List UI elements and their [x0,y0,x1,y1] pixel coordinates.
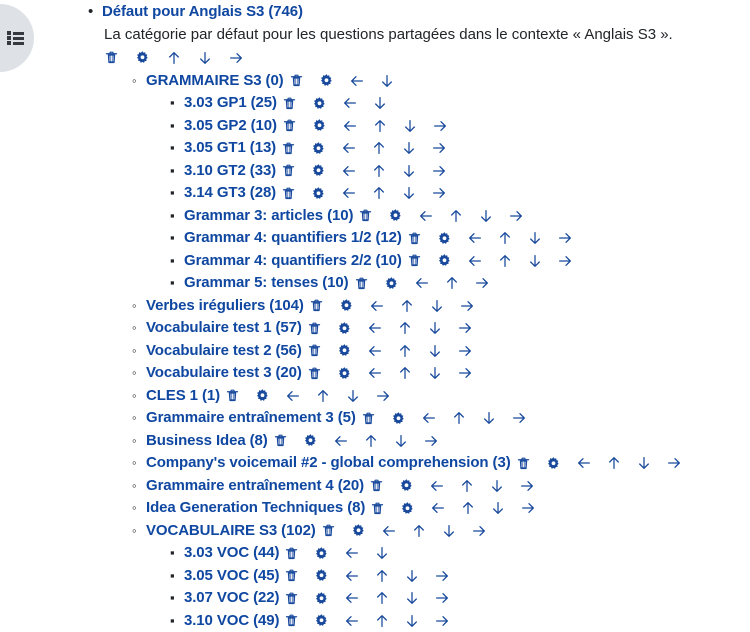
delete-category-button[interactable] [281,141,311,156]
move-category-down-button[interactable] [481,410,511,426]
list-bullet [132,520,146,543]
list-bullet [132,497,146,520]
list-bullet [170,115,184,138]
category-row [0,542,750,565]
move-category-up-button[interactable] [459,478,489,494]
move-category-up-button[interactable] [397,343,427,359]
delete-category-button[interactable] [407,253,437,268]
category-name-link[interactable]: 3.07 VOC (22) [184,589,279,606]
move-category-down-button[interactable] [404,590,434,606]
category-name-link[interactable]: Grammaire entraînement 3 (5) [146,409,356,426]
category-subtree [0,70,750,632]
category-name-link[interactable]: 3.10 GT2 (33) [184,162,276,179]
category-row [0,137,750,160]
category-row [0,295,750,318]
move-category-down-button[interactable] [478,208,508,224]
category-name-link[interactable]: 3.05 GP2 (10) [184,117,277,134]
category-row [0,475,750,498]
delete-category-button[interactable] [307,366,337,381]
category-name-link[interactable]: Company's voicemail #2 - global comprehension (3) [146,454,511,471]
list-bullet [170,227,184,250]
delete-category-button[interactable] [516,456,546,471]
delete-category-button[interactable] [281,186,311,201]
delete-category-button[interactable] [281,163,311,178]
category-action-group [277,92,402,115]
move-category-down-button[interactable] [345,388,375,404]
move-category-up-button[interactable] [374,590,404,606]
delete-category-button[interactable] [361,411,391,426]
move-category-left-button[interactable] [285,388,315,404]
category-action-group [356,407,541,430]
delete-category-button[interactable] [307,343,337,358]
move-category-up-button[interactable] [451,410,481,426]
edit-category-button[interactable] [388,208,418,223]
category-action-group [302,362,487,385]
category-name-link[interactable]: Grammar 4: quantifiers 1/2 (12) [184,229,402,246]
category-name-link[interactable]: 3.14 GT3 (28) [184,184,276,201]
move-category-down-button[interactable] [401,185,431,201]
move-category-down-button[interactable] [427,365,457,381]
category-row [0,205,750,228]
move-category-right-button[interactable] [432,118,462,134]
list-bullet [132,317,146,340]
move-category-down-button[interactable] [197,50,228,66]
move-category-up-button[interactable] [411,523,441,539]
move-category-right-button[interactable] [423,433,453,449]
list-bullet [132,452,146,475]
move-category-right-button[interactable] [431,185,461,201]
edit-category-button[interactable] [400,501,430,516]
category-description: La catégorie par défaut pour les questions partagées dans le contexte « Anglais S3 ». [0,24,750,46]
list-bullet [132,362,146,385]
list-bullet [170,542,184,565]
category-row [0,272,750,295]
edit-category-button[interactable] [399,478,429,493]
delete-category-button[interactable] [309,298,339,313]
edit-category-button[interactable] [339,298,369,313]
move-category-left-button[interactable] [421,410,451,426]
edit-category-button[interactable] [303,433,333,448]
list-bullet [170,565,184,588]
category-action-group [276,137,461,160]
move-category-right-button[interactable] [471,523,501,539]
move-category-down-button[interactable] [429,298,459,314]
delete-category-button[interactable] [369,478,399,493]
move-category-left-button[interactable] [342,118,372,134]
move-category-down-button[interactable] [372,95,402,111]
edit-category-button[interactable] [337,343,367,358]
category-action-group [353,205,538,228]
edit-category-button[interactable] [311,186,341,201]
category-action-group [364,475,549,498]
move-category-right-button[interactable] [520,500,550,516]
move-category-left-button[interactable] [381,523,411,539]
delete-category-button[interactable] [354,276,384,291]
list-bullet [132,295,146,318]
move-category-left-button[interactable] [467,230,497,246]
move-category-up-button[interactable] [606,455,636,471]
move-category-left-button[interactable] [341,185,371,201]
delete-category-button[interactable] [321,523,351,538]
move-category-right-button[interactable] [666,455,696,471]
category-row-root [0,1,750,24]
category-name-link[interactable]: 3.03 GP1 (25) [184,94,277,111]
move-category-left-button[interactable] [344,590,374,606]
category-name-link[interactable]: Verbes iréguliers (104) [146,297,304,314]
edit-category-button[interactable] [384,276,414,291]
move-category-down-button[interactable] [441,523,471,539]
move-category-up-button[interactable] [371,163,401,179]
move-category-up-button[interactable] [399,298,429,314]
category-name-link[interactable]: Défaut pour Anglais S3 (746) [102,3,303,20]
list-bullet [170,272,184,295]
move-category-left-button[interactable] [418,208,448,224]
list-bullet [170,587,184,610]
move-category-up-button[interactable] [374,568,404,584]
edit-category-button[interactable] [135,50,166,65]
move-category-up-button[interactable] [397,365,427,381]
category-row [0,340,750,363]
move-category-left-button[interactable] [367,320,397,336]
move-category-left-button[interactable] [349,73,379,89]
edit-category-button[interactable] [314,568,344,583]
move-category-up-button[interactable] [166,50,197,66]
move-category-down-button[interactable] [401,140,431,156]
list-bullet [170,137,184,160]
category-row [0,182,750,205]
delete-category-button[interactable] [284,613,314,628]
list-bullet [170,160,184,183]
delete-category-button[interactable] [407,231,437,246]
category-name-link[interactable]: Grammar 3: articles (10) [184,207,353,224]
category-row [0,70,750,93]
edit-category-button[interactable] [312,96,342,111]
move-category-left-button[interactable] [430,500,460,516]
move-category-left-button[interactable] [342,95,372,111]
category-name-link[interactable]: Vocabulaire test 2 (56) [146,342,302,359]
delete-category-button[interactable] [370,501,400,516]
category-row [0,452,750,475]
delete-category-button[interactable] [358,208,388,223]
edit-category-button[interactable] [314,591,344,606]
move-category-left-button[interactable] [467,253,497,269]
category-action-group [277,115,462,138]
category-row [0,497,750,520]
category-action-group [276,182,461,205]
list-bullet [132,407,146,430]
edit-category-button[interactable] [437,253,467,268]
move-category-down-button[interactable] [404,568,434,584]
move-category-right-button[interactable] [519,478,549,494]
move-category-down-button[interactable] [527,230,557,246]
list-bullet [170,92,184,115]
category-action-group [402,250,587,273]
move-category-right-button[interactable] [434,568,464,584]
category-action-group [268,430,453,453]
category-name-link[interactable]: Grammar 4: quantifiers 2/2 (10) [184,252,402,269]
move-category-down-button[interactable] [490,500,520,516]
move-category-up-button[interactable] [315,388,345,404]
category-row [0,160,750,183]
move-category-right-button[interactable] [434,613,464,629]
category-row [0,520,750,543]
move-category-right-button[interactable] [431,140,461,156]
move-category-up-button[interactable] [363,433,393,449]
list-bullet [132,475,146,498]
edit-category-button[interactable] [311,141,341,156]
edit-category-button[interactable] [314,546,344,561]
move-category-left-button[interactable] [367,343,397,359]
move-category-down-button[interactable] [489,478,519,494]
move-category-down-button[interactable] [636,455,666,471]
move-category-left-button[interactable] [344,568,374,584]
move-category-down-button[interactable] [404,613,434,629]
move-category-left-button[interactable] [341,163,371,179]
move-category-up-button[interactable] [371,140,401,156]
category-name-link[interactable]: 3.05 GT1 (13) [184,139,276,156]
move-category-right-button[interactable] [557,230,587,246]
edit-category-button[interactable] [337,321,367,336]
category-action-group [316,520,501,543]
category-action-group [349,272,504,295]
category-action-group [279,587,464,610]
move-category-left-button[interactable] [429,478,459,494]
list-bullet [132,70,146,93]
delete-category-button[interactable] [307,321,337,336]
edit-category-button[interactable] [391,411,421,426]
category-actions-root [0,46,750,70]
move-category-up-button[interactable] [397,320,427,336]
move-category-right-button[interactable] [434,590,464,606]
move-category-left-button[interactable] [341,140,371,156]
move-category-right-button[interactable] [431,163,461,179]
list-bullet [170,205,184,228]
category-action-group [276,160,461,183]
move-category-up-button[interactable] [371,185,401,201]
move-category-right-button[interactable] [474,275,504,291]
category-name-link[interactable]: Grammaire entraînement 4 (20) [146,477,364,494]
list-bullet [132,385,146,408]
move-category-left-button[interactable] [344,613,374,629]
move-category-right-button[interactable] [511,410,541,426]
move-category-right-button[interactable] [508,208,538,224]
category-action-group [302,317,487,340]
category-name-link[interactable]: Idea Generation Techniques (8) [146,499,365,516]
move-category-up-button[interactable] [444,275,474,291]
edit-category-button[interactable] [437,231,467,246]
category-name-link[interactable]: 3.10 VOC (49) [184,612,279,629]
category-action-group [279,610,464,632]
list-bullet [132,340,146,363]
category-name-link[interactable]: Vocabulaire test 1 (57) [146,319,302,336]
category-row [0,587,750,610]
category-row [0,115,750,138]
move-category-up-button[interactable] [372,118,402,134]
category-action-group [511,452,696,475]
edit-category-button[interactable] [546,456,576,471]
move-category-down-button[interactable] [401,163,431,179]
category-name-link[interactable]: 3.03 VOC (44) [184,544,279,561]
move-category-down-button[interactable] [527,253,557,269]
delete-category-button[interactable] [104,50,135,65]
move-category-left-button[interactable] [576,455,606,471]
category-action-group [302,340,487,363]
move-category-right-button[interactable] [457,365,487,381]
move-category-up-button[interactable] [448,208,478,224]
delete-category-button[interactable] [284,591,314,606]
edit-category-button[interactable] [319,73,349,88]
move-category-left-button[interactable] [369,298,399,314]
category-row [0,385,750,408]
move-category-right-button[interactable] [557,253,587,269]
category-row [0,227,750,250]
category-row [0,362,750,385]
move-category-down-button[interactable] [393,433,423,449]
category-row [0,92,750,115]
category-action-group [104,46,259,70]
edit-category-button[interactable] [314,613,344,628]
category-name-link[interactable]: CLES 1 (1) [146,387,220,404]
move-category-right-button[interactable] [457,343,487,359]
move-category-right-button[interactable] [228,50,259,66]
category-name-link[interactable]: Vocabulaire test 3 (20) [146,364,302,381]
category-action-group [402,227,587,250]
list-bullet [88,1,102,24]
category-row [0,317,750,340]
delete-category-button[interactable] [284,568,314,583]
edit-category-button[interactable] [312,118,342,133]
delete-category-button[interactable] [273,433,303,448]
category-action-group [284,70,409,93]
list-bullet [132,430,146,453]
category-name-link[interactable]: GRAMMAIRE S3 (0) [146,72,284,89]
move-category-up-button[interactable] [460,500,490,516]
list-bullet [170,182,184,205]
delete-category-button[interactable] [284,546,314,561]
category-row [0,610,750,632]
delete-category-button[interactable] [289,73,319,88]
move-category-up-button[interactable] [374,613,404,629]
move-category-left-button[interactable] [333,433,363,449]
category-name-link[interactable]: 3.05 VOC (45) [184,567,279,584]
list-bullet [170,610,184,632]
move-category-right-button[interactable] [375,388,405,404]
category-name-link[interactable]: VOCABULAIRE S3 (102) [146,522,316,539]
move-category-right-button[interactable] [457,320,487,336]
move-category-down-button[interactable] [427,343,457,359]
move-category-left-button[interactable] [344,545,374,561]
delete-category-button[interactable] [282,118,312,133]
category-action-group [220,385,405,408]
category-action-group [365,497,550,520]
move-category-up-button[interactable] [497,230,527,246]
edit-category-button[interactable] [311,163,341,178]
category-row [0,407,750,430]
move-category-up-button[interactable] [497,253,527,269]
move-category-down-button[interactable] [374,545,404,561]
category-name-link[interactable]: Business Idea (8) [146,432,268,449]
category-row [0,250,750,273]
category-action-group [279,565,464,588]
move-category-right-button[interactable] [459,298,489,314]
edit-category-button[interactable] [351,523,381,538]
category-action-group [279,542,404,565]
category-row [0,565,750,588]
delete-category-button[interactable] [225,388,255,403]
edit-category-button[interactable] [255,388,285,403]
move-category-left-button[interactable] [414,275,444,291]
move-category-down-button[interactable] [402,118,432,134]
edit-category-button[interactable] [337,366,367,381]
category-row [0,430,750,453]
list-bullet [170,250,184,273]
move-category-left-button[interactable] [367,365,397,381]
move-category-down-button[interactable] [379,73,409,89]
delete-category-button[interactable] [282,96,312,111]
move-category-down-button[interactable] [427,320,457,336]
category-action-group [304,295,489,318]
category-name-link[interactable]: Grammar 5: tenses (10) [184,274,349,291]
